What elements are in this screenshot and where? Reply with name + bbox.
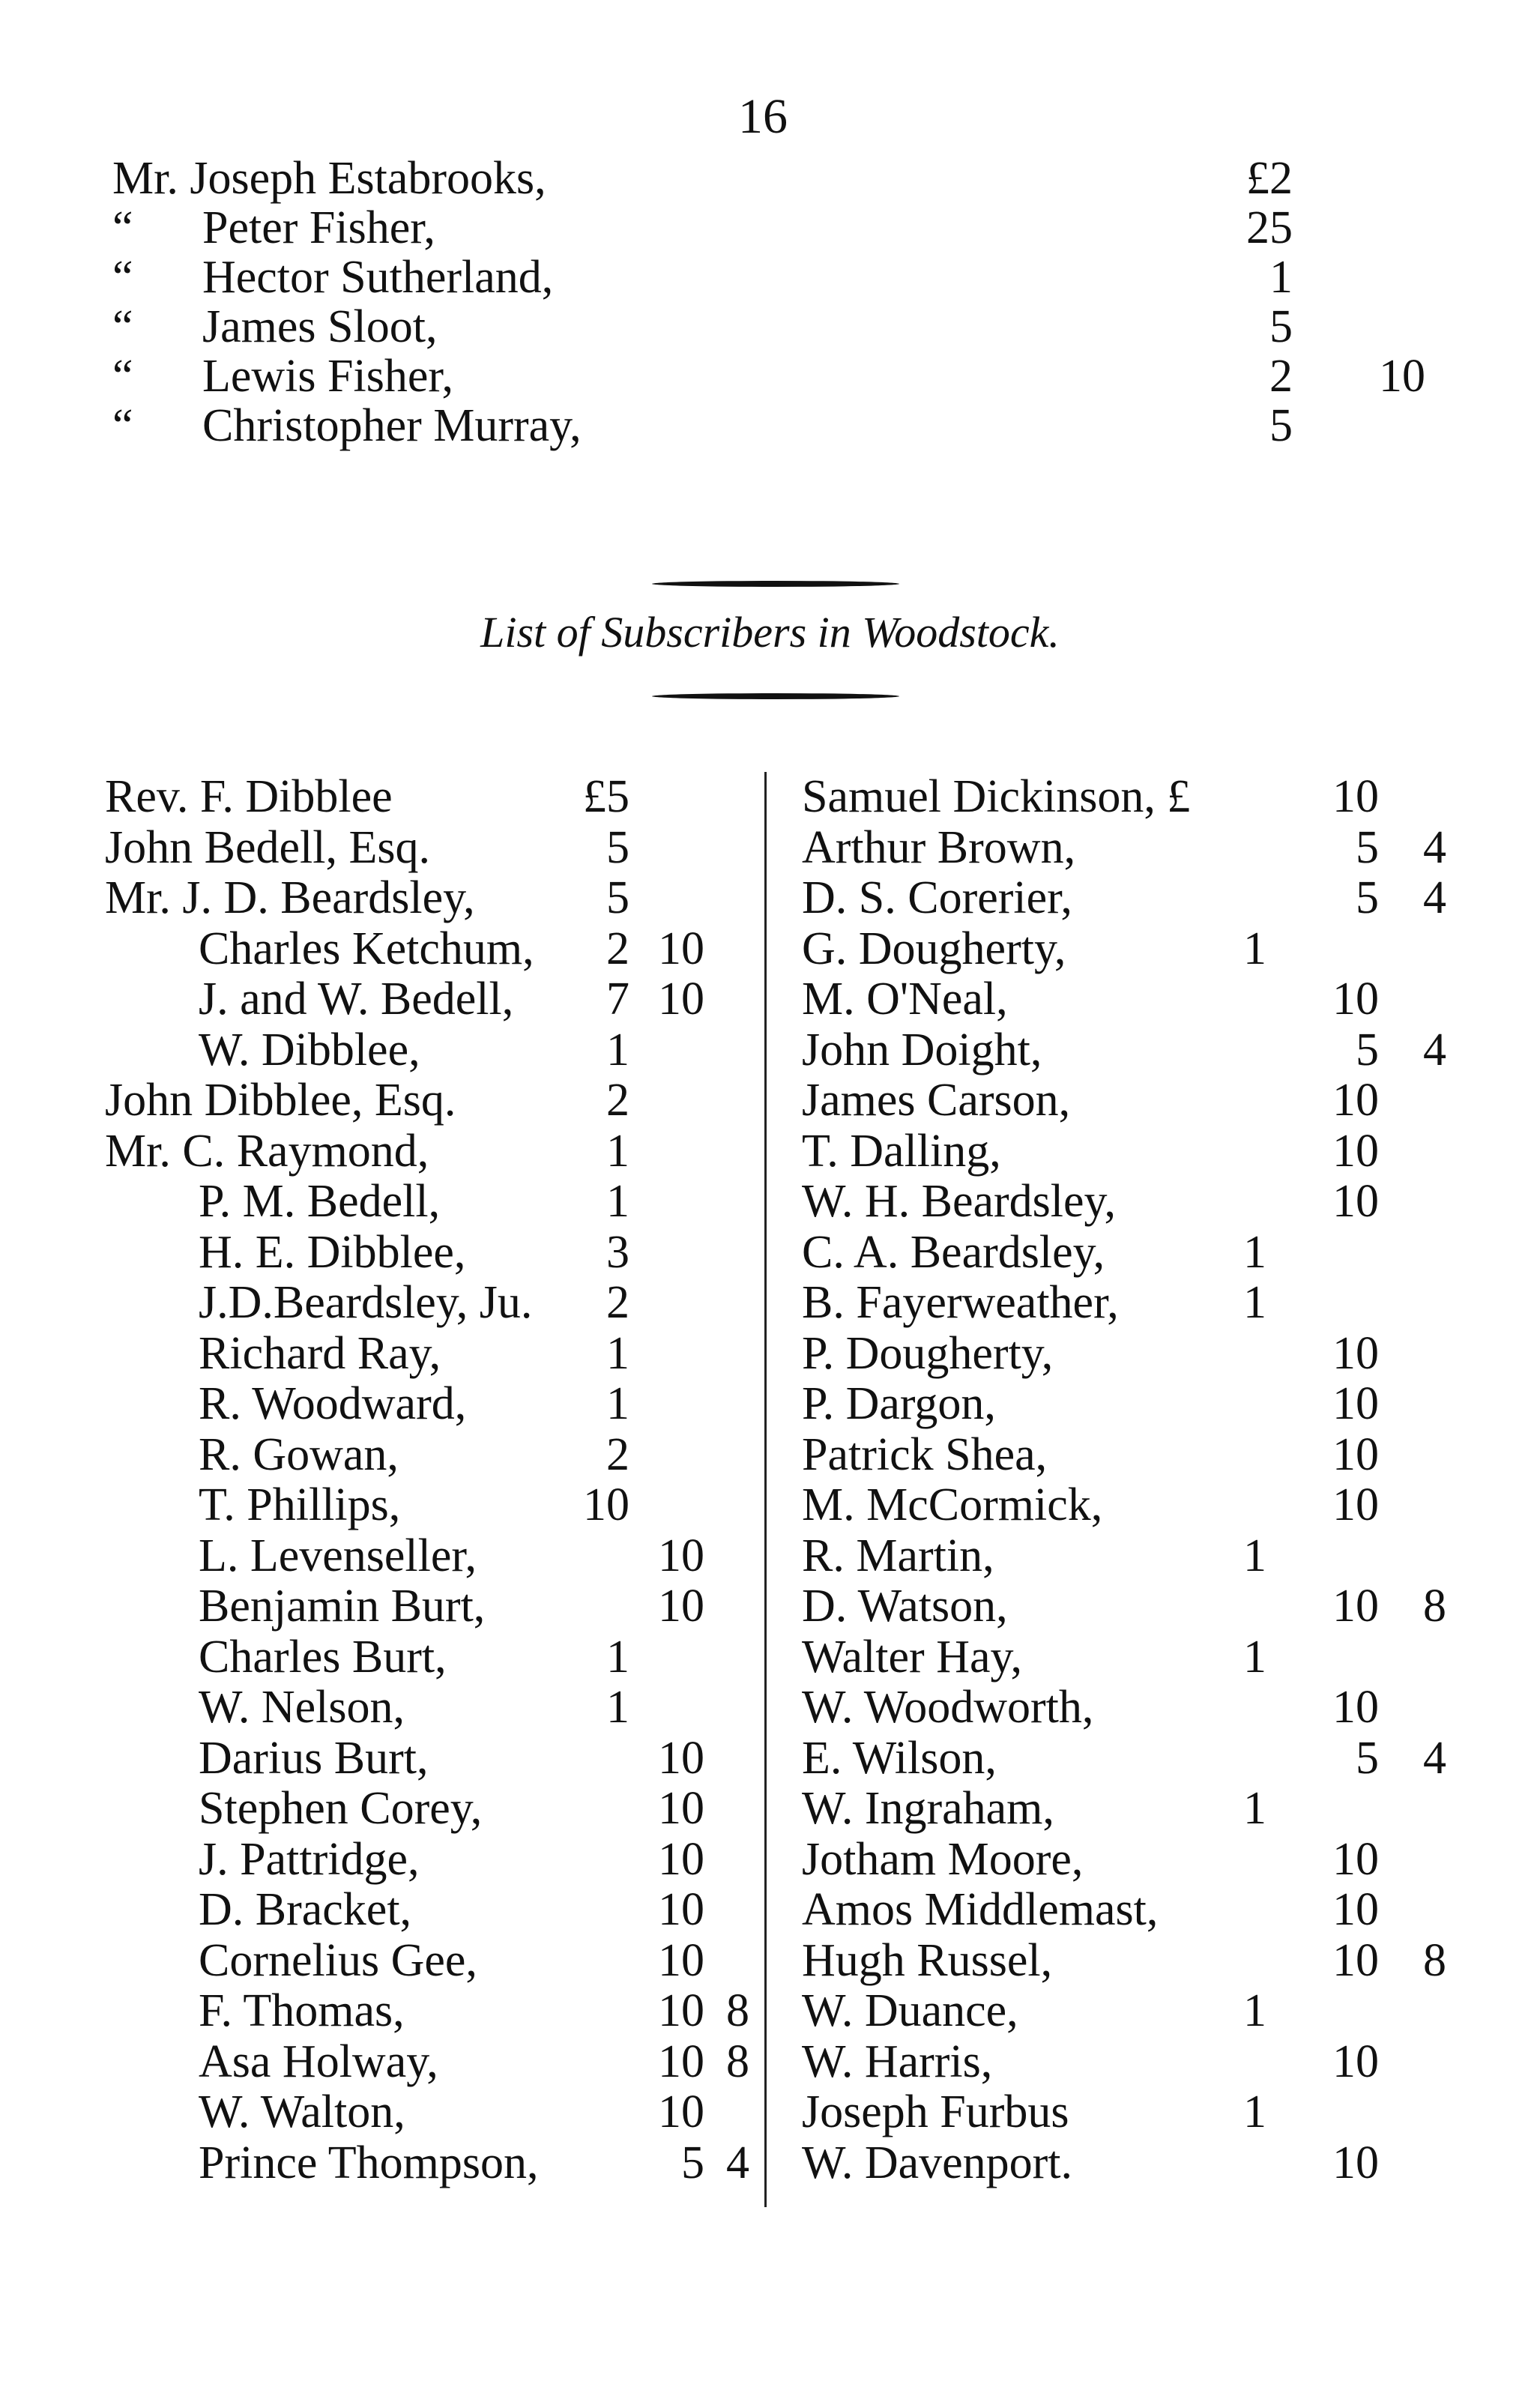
subscriber-name: Amos Middlemast, bbox=[802, 1884, 1159, 1935]
amount-shillings: 10 bbox=[658, 1934, 704, 1986]
subscriber-column-left bbox=[105, 772, 749, 2188]
subscriber-entry bbox=[802, 1075, 1476, 1126]
subscriber-entry bbox=[105, 772, 749, 823]
subscriber-entry bbox=[802, 1480, 1476, 1531]
amount-shillings: 10 bbox=[658, 1783, 704, 1834]
amount-pounds: 1 bbox=[606, 1378, 629, 1429]
amount-shillings: 10 bbox=[658, 2086, 704, 2137]
subscriber-name: B. Fayerweather, bbox=[802, 1277, 1119, 1328]
subscriber-entry bbox=[802, 1531, 1476, 1582]
subscriber-entry bbox=[105, 823, 749, 874]
subscriber-entry bbox=[105, 1885, 749, 1936]
amount-pounds: 1 bbox=[1269, 252, 1293, 303]
subscriber-entry bbox=[802, 1430, 1476, 1481]
subscriber-name: Charles Ketchum, bbox=[199, 923, 534, 974]
subscriber-entry bbox=[105, 974, 749, 1025]
amount-shillings: 10 bbox=[1332, 2137, 1379, 2188]
subscriber-entry bbox=[105, 2037, 749, 2088]
subscriber-name: W. Dibblee, bbox=[199, 1024, 420, 1075]
amount-pounds: 2 bbox=[606, 923, 629, 974]
subscriber-name: Joseph Furbus bbox=[802, 2086, 1069, 2137]
subscriber-name: F. Thomas, bbox=[199, 1985, 405, 2036]
amount-shillings: 10 bbox=[658, 1833, 704, 1885]
subscriber-name: W. Duance, bbox=[802, 1985, 1018, 2036]
amount-shillings: 10 bbox=[658, 1581, 704, 1632]
amount-pounds: 3 bbox=[606, 1226, 629, 1278]
subscriber-name: Rev. F. Dibblee bbox=[105, 771, 393, 822]
subscriber-name: P. Dargon, bbox=[802, 1378, 996, 1429]
amount-pence: 4 bbox=[1423, 1024, 1446, 1075]
ornamental-rule-upper bbox=[652, 581, 899, 587]
amount-pounds: 5 bbox=[1269, 400, 1293, 451]
amount-pounds: 1 bbox=[1243, 1985, 1266, 2036]
amount-shillings: 10 bbox=[1332, 1428, 1379, 1480]
subscriber-entry bbox=[105, 2138, 749, 2189]
subscriber-entry bbox=[105, 1936, 749, 1987]
amount-shillings: 10 bbox=[1332, 974, 1379, 1025]
ditto-mark: “ bbox=[112, 202, 133, 253]
subscriber-name: Arthur Brown, bbox=[802, 821, 1076, 873]
subscriber-entry bbox=[105, 1126, 749, 1177]
section-title: List of Subscribers in Woodstock. bbox=[480, 608, 1060, 657]
amount-pounds: 1 bbox=[1243, 923, 1266, 974]
amount-pounds: 2 bbox=[606, 1428, 629, 1480]
amount-shillings: 5 bbox=[1356, 1732, 1379, 1784]
subscriber-entry bbox=[802, 1126, 1476, 1177]
subscriber-entry bbox=[802, 1329, 1476, 1380]
subscriber-entry bbox=[802, 1632, 1476, 1683]
subscriber-name: Christopher Murray, bbox=[202, 400, 582, 451]
amount-pounds: 1 bbox=[1243, 1226, 1266, 1278]
subscriber-entry bbox=[105, 1581, 749, 1632]
amount-shillings: 10 bbox=[1332, 1884, 1379, 1935]
amount-pounds: 1 bbox=[606, 1327, 629, 1379]
amount-shillings: 10 bbox=[1332, 1479, 1379, 1530]
subscriber-name: P. M. Bedell, bbox=[199, 1176, 441, 1227]
amount-shillings: 10 bbox=[658, 2036, 704, 2087]
amount-shillings: 10 bbox=[1332, 1075, 1379, 1126]
subscriber-name: D. Bracket, bbox=[199, 1884, 412, 1935]
subscriber-entry bbox=[105, 873, 749, 924]
subscriber-name: Asa Holway, bbox=[199, 2036, 438, 2087]
subscriber-entry bbox=[105, 1531, 749, 1582]
amount-shillings: 10 bbox=[1332, 1682, 1379, 1733]
subscriber-name: Lewis Fisher, bbox=[202, 351, 454, 402]
subscriber-name: G. Dougherty, bbox=[802, 923, 1066, 974]
subscriber-name: R. Gowan, bbox=[199, 1428, 399, 1480]
amount-shillings: 10 bbox=[658, 923, 704, 974]
subscriber-entry bbox=[105, 2087, 749, 2138]
ornamental-rule-lower bbox=[652, 693, 899, 699]
subscriber-entry bbox=[802, 924, 1476, 975]
amount-shillings: 5 bbox=[1356, 872, 1379, 923]
page-number: 16 bbox=[738, 89, 788, 144]
subscriber-name: H. E. Dibblee, bbox=[199, 1226, 466, 1278]
subscriber-entry bbox=[112, 351, 1425, 402]
amount-shillings: 10 bbox=[1332, 1934, 1379, 1986]
subscriber-name: John Doight, bbox=[802, 1024, 1042, 1075]
subscriber-entry bbox=[802, 823, 1476, 874]
subscriber-entry bbox=[802, 2138, 1476, 2189]
amount-pence: 8 bbox=[726, 1985, 749, 2036]
subscriber-entry bbox=[105, 1025, 749, 1076]
subscriber-column-right bbox=[802, 772, 1476, 2188]
amount-pounds: 1 bbox=[1243, 1530, 1266, 1581]
amount-shillings: 10 bbox=[1332, 771, 1379, 822]
subscriber-entry bbox=[802, 1936, 1476, 1987]
subscriber-entry bbox=[105, 1228, 749, 1279]
subscriber-name: Darius Burt, bbox=[199, 1732, 429, 1784]
subscriber-name: L. Levenseller, bbox=[199, 1530, 477, 1581]
subscriber-entry bbox=[802, 1733, 1476, 1784]
subscriber-name: Mr. Joseph Estabrooks, bbox=[112, 153, 546, 204]
subscriber-name: James Carson, bbox=[802, 1075, 1071, 1126]
amount-pounds: 1 bbox=[606, 1125, 629, 1177]
subscriber-entry bbox=[802, 1379, 1476, 1430]
subscriber-entry bbox=[802, 1025, 1476, 1076]
subscriber-name: Hugh Russel, bbox=[802, 1934, 1053, 1986]
amount-pounds: 7 bbox=[606, 974, 629, 1025]
subscriber-name: D. Watson, bbox=[802, 1581, 1008, 1632]
subscriber-entry bbox=[802, 1683, 1476, 1733]
subscriber-name: W. Ingraham, bbox=[802, 1783, 1054, 1834]
subscriber-entry bbox=[802, 2037, 1476, 2088]
subscriber-name: Patrick Shea, bbox=[802, 1428, 1048, 1480]
subscriber-name: W. Woodworth, bbox=[802, 1682, 1094, 1733]
amount-pounds: 2 bbox=[606, 1075, 629, 1126]
amount-pounds: 1 bbox=[1243, 1277, 1266, 1328]
subscriber-name: Benjamin Burt, bbox=[199, 1581, 486, 1632]
subscriber-name: W. Harris, bbox=[802, 2036, 993, 2087]
amount-shillings: 10 bbox=[1332, 1327, 1379, 1379]
subscriber-name: John Bedell, Esq. bbox=[105, 821, 430, 873]
subscriber-name: W. Nelson, bbox=[199, 1682, 405, 1733]
subscriber-entry bbox=[112, 401, 1386, 450]
subscriber-name: R. Woodward, bbox=[199, 1378, 467, 1429]
subscriber-name: Walter Hay, bbox=[802, 1631, 1022, 1683]
subscriber-name: Prince Thompson, bbox=[199, 2137, 539, 2188]
amount-shillings: 10 bbox=[1332, 1378, 1379, 1429]
amount-pounds: 5 bbox=[606, 821, 629, 873]
subscriber-entry bbox=[105, 924, 749, 975]
subscriber-entry bbox=[802, 772, 1476, 823]
amount-shillings: 10 bbox=[1332, 1176, 1379, 1227]
subscriber-entry bbox=[802, 873, 1476, 924]
subscriber-name: C. A. Beardsley, bbox=[802, 1226, 1105, 1278]
subscriber-entry bbox=[802, 1784, 1476, 1835]
amount-pounds: 10 bbox=[583, 1479, 629, 1530]
subscriber-entry bbox=[105, 1480, 749, 1531]
amount-pence: 8 bbox=[1423, 1934, 1446, 1986]
amount-shillings: 10 bbox=[1379, 351, 1425, 402]
subscriber-name: D. S. Corerier, bbox=[802, 872, 1072, 923]
subscriber-name: M. McCormick, bbox=[802, 1479, 1103, 1530]
subscriber-entry bbox=[112, 203, 1386, 253]
subscriber-entry bbox=[105, 1329, 749, 1380]
amount-shillings: 10 bbox=[658, 1985, 704, 2036]
subscriber-entry bbox=[105, 1075, 749, 1126]
amount-shillings: 5 bbox=[681, 2137, 704, 2188]
ditto-mark: “ bbox=[112, 301, 133, 352]
subscriber-entry bbox=[802, 1835, 1476, 1886]
subscriber-name: M. O'Neal, bbox=[802, 974, 1008, 1025]
subscriber-name: Cornelius Gee, bbox=[199, 1934, 477, 1986]
amount-pence: 4 bbox=[1423, 1732, 1446, 1784]
subscriber-entry bbox=[112, 154, 1386, 203]
subscriber-entry bbox=[802, 1986, 1476, 2037]
subscriber-entry bbox=[802, 1177, 1476, 1228]
subscriber-name: J. Pattridge, bbox=[199, 1833, 420, 1885]
amount-shillings: 5 bbox=[1356, 821, 1379, 873]
subscriber-entry bbox=[105, 1632, 749, 1683]
subscriber-entry bbox=[105, 1835, 749, 1886]
subscriber-entry bbox=[802, 974, 1476, 1025]
amount-shillings: 10 bbox=[658, 1732, 704, 1784]
subscriber-entry bbox=[802, 2087, 1476, 2138]
amount-shillings: 10 bbox=[658, 1884, 704, 1935]
subscriber-name: R. Martin, bbox=[802, 1530, 994, 1581]
amount-pounds: 1 bbox=[606, 1024, 629, 1075]
top-subscriber-list bbox=[112, 153, 1425, 451]
amount-pounds: 1 bbox=[1243, 1631, 1266, 1683]
amount-pence: 8 bbox=[726, 2036, 749, 2087]
amount-shillings: 10 bbox=[1332, 1125, 1379, 1177]
amount-pounds: 1 bbox=[606, 1176, 629, 1227]
subscriber-name: Mr. C. Raymond, bbox=[105, 1125, 429, 1177]
subscriber-name: Jotham Moore, bbox=[802, 1833, 1084, 1885]
ditto-mark: “ bbox=[112, 351, 133, 402]
subscriber-name: Peter Fisher, bbox=[202, 202, 435, 253]
subscriber-name: E. Wilson, bbox=[802, 1732, 997, 1784]
amount-pounds: 1 bbox=[1243, 2086, 1266, 2137]
subscriber-entry bbox=[105, 1177, 749, 1228]
subscriber-name: Stephen Corey, bbox=[199, 1783, 483, 1834]
subscriber-name: J. and W. Bedell, bbox=[199, 974, 514, 1025]
subscriber-name: T. Dalling, bbox=[802, 1125, 1001, 1177]
amount-pounds: £5 bbox=[583, 771, 629, 822]
amount-pounds: 1 bbox=[1243, 1783, 1266, 1834]
amount-pounds: 25 bbox=[1246, 202, 1293, 253]
subscriber-name: Charles Burt, bbox=[199, 1631, 447, 1683]
subscriber-entry bbox=[105, 1784, 749, 1835]
ditto-mark: “ bbox=[112, 400, 133, 451]
subscriber-entry bbox=[802, 1581, 1476, 1632]
amount-pounds: 2 bbox=[606, 1277, 629, 1328]
subscriber-entry bbox=[802, 1228, 1476, 1279]
subscriber-entry bbox=[105, 1430, 749, 1481]
amount-pounds: £2 bbox=[1246, 153, 1293, 204]
subscriber-entry bbox=[105, 1683, 749, 1733]
subscriber-name: W. Davenport. bbox=[802, 2137, 1073, 2188]
amount-shillings: 10 bbox=[658, 1530, 704, 1581]
amount-pounds: 5 bbox=[606, 872, 629, 923]
amount-shillings: 10 bbox=[1332, 1833, 1379, 1885]
amount-pence: 4 bbox=[726, 2137, 749, 2188]
subscriber-entry bbox=[802, 1885, 1476, 1936]
subscriber-entry bbox=[105, 1733, 749, 1784]
amount-pence: 8 bbox=[1423, 1581, 1446, 1632]
amount-shillings: 10 bbox=[658, 974, 704, 1025]
amount-shillings: 5 bbox=[1356, 1024, 1379, 1075]
amount-shillings: 10 bbox=[1332, 1581, 1379, 1632]
subscriber-entry bbox=[112, 302, 1386, 351]
subscriber-name: T. Phillips, bbox=[199, 1479, 401, 1530]
subscriber-name: W. H. Beardsley, bbox=[802, 1176, 1116, 1227]
amount-pounds: 2 bbox=[1269, 351, 1293, 402]
subscriber-name: J.D.Beardsley, Ju. bbox=[199, 1277, 533, 1328]
amount-pence: 4 bbox=[1423, 821, 1446, 873]
subscriber-name: Richard Ray, bbox=[199, 1327, 441, 1379]
subscriber-name: W. Walton, bbox=[199, 2086, 405, 2137]
subscriber-entry bbox=[105, 1278, 749, 1329]
subscriber-name: Hector Sutherland, bbox=[202, 252, 554, 303]
amount-pounds: 1 bbox=[606, 1682, 629, 1733]
subscriber-name: John Dibblee, Esq. bbox=[105, 1075, 456, 1126]
column-divider bbox=[764, 772, 767, 2207]
subscriber-name: P. Dougherty, bbox=[802, 1327, 1054, 1379]
ditto-mark: “ bbox=[112, 252, 133, 303]
amount-pounds: 1 bbox=[606, 1631, 629, 1683]
amount-pounds: 5 bbox=[1269, 301, 1293, 352]
subscriber-name: Mr. J. D. Beardsley, bbox=[105, 872, 475, 923]
subscriber-entry bbox=[112, 253, 1386, 302]
amount-pence: 4 bbox=[1423, 872, 1446, 923]
subscriber-entry bbox=[105, 1379, 749, 1430]
subscriber-name: Samuel Dickinson, £ bbox=[802, 771, 1191, 822]
subscriber-entry bbox=[105, 1986, 749, 2037]
subscriber-name: James Sloot, bbox=[202, 301, 438, 352]
amount-shillings: 10 bbox=[1332, 2036, 1379, 2087]
subscriber-entry bbox=[802, 1278, 1476, 1329]
